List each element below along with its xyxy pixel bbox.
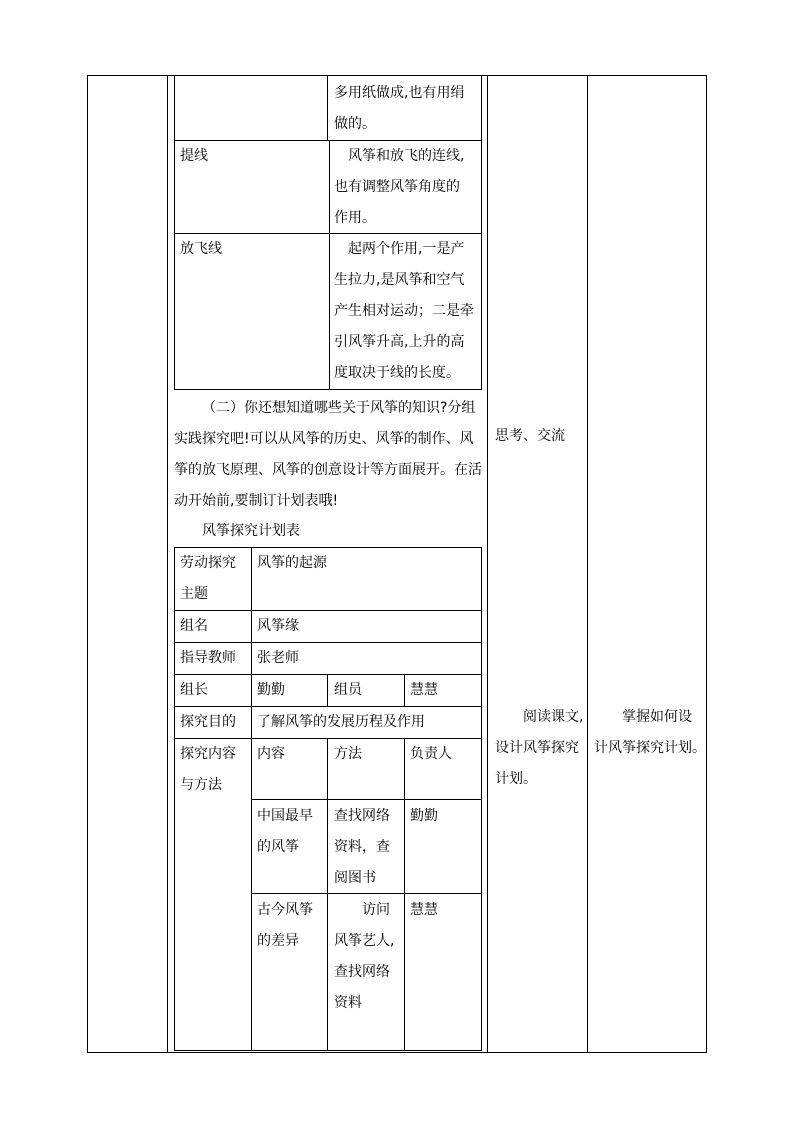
paragraph-line: 实践探究吧!可以从风筝的历史、风筝的制作、风 [174,431,474,447]
row-method: 访问 [362,902,390,918]
outer-left-border [87,75,88,1053]
intent-line: 计风筝探究计划。 [594,740,706,756]
group-value: 风筝缘 [257,618,299,634]
row-method: 资料 [334,995,362,1011]
plan-table-title: 风筝探究计划表 [202,523,300,539]
theme-value: 风筝的起源 [257,555,327,571]
plan-table-left [174,547,175,1051]
outer-right-border [706,75,707,1053]
part-desc-line: 做的。 [334,116,376,132]
teacher-value: 张老师 [257,650,299,666]
part-desc-line: 引风筝升高,上升的高 [334,334,465,350]
member-label: 组员 [334,682,362,698]
intent-line: 掌握如何设 [622,709,692,725]
column-divider-1 [167,75,168,1053]
activity-line: 设计风筝探究 [495,740,579,756]
part-desc-line: 生拉力,是风筝和空气 [334,272,465,288]
paragraph-line: 筝的放飞原理、风筝的创意设计等方面展开。在活 [174,462,482,478]
parts-table-bottom [174,389,482,390]
part-desc-line: 也有调整风筝角度的 [334,179,460,195]
plan-col-sep [251,547,252,1051]
part-desc-line: 产生相对运动；二是牵 [334,303,474,319]
row-method: 查找网络 [334,964,390,980]
goal-value: 了解风筝的发展历程及作用 [257,714,425,730]
column-divider-3 [587,75,588,1053]
row-owner: 勤勤 [410,808,438,824]
part-desc-line: 起两个作用,一是产 [348,241,465,257]
part-desc-line: 度取决于线的长度。 [334,365,460,381]
plan-table-right [481,547,482,1051]
row-method: 阅图书 [334,870,376,886]
parts-table-mid-a [327,75,328,140]
member-value: 慧慧 [410,682,438,698]
plan-subrow-sep [251,799,482,800]
paragraph-line: 动开始前,要制订计划表哦! [174,493,339,509]
activity-line: 阅读课文, [523,709,584,725]
outer-bottom-border [87,1052,707,1053]
plan-row-sep [174,610,482,611]
group-label: 组名 [180,618,208,634]
row-method: 查找网络 [334,808,390,824]
row-method: 风筝艺人, [334,933,395,949]
part-desc-line: 风筝和放飞的连线, [348,148,465,164]
goal-label: 探究目的 [180,714,236,730]
plan-col-sep [327,674,328,706]
leader-value: 勤勤 [257,682,285,698]
content-label: 探究内容 [180,746,236,762]
part-name: 放飞线 [180,241,222,257]
header-method: 方法 [334,746,362,762]
plan-col-sep [404,738,405,1051]
column-divider-2 [487,75,488,1053]
paragraph-line: （二）你还想知道哪些关于风筝的知识?分组 [202,400,476,416]
student-activity-discuss: 思考、交流 [495,428,565,444]
row-method: 资料，查 [334,839,390,855]
theme-label: 劳动探究 [180,555,236,571]
teacher-label: 指导教师 [180,650,236,666]
row-content: 的差异 [257,933,299,949]
header-content: 内容 [257,746,285,762]
theme-label: 主题 [180,586,208,602]
row-content: 的风筝 [257,839,299,855]
row-content: 古今风筝 [257,902,313,918]
parts-table-mid-b [329,140,330,390]
content-label: 与方法 [180,777,222,793]
leader-label: 组长 [180,682,208,698]
part-desc-line: 作用。 [334,210,376,226]
outer-top-border [87,75,707,76]
plan-table-bottom [174,1050,482,1051]
row-content: 中国最早 [257,808,313,824]
part-desc-line: 多用纸做成,也有用绢 [334,85,465,101]
activity-line: 计划。 [495,771,537,787]
header-owner: 负责人 [410,746,452,762]
plan-col-sep [327,738,328,1051]
plan-col-sep [404,674,405,706]
row-owner: 慧慧 [410,902,438,918]
part-name: 提线 [180,148,208,164]
